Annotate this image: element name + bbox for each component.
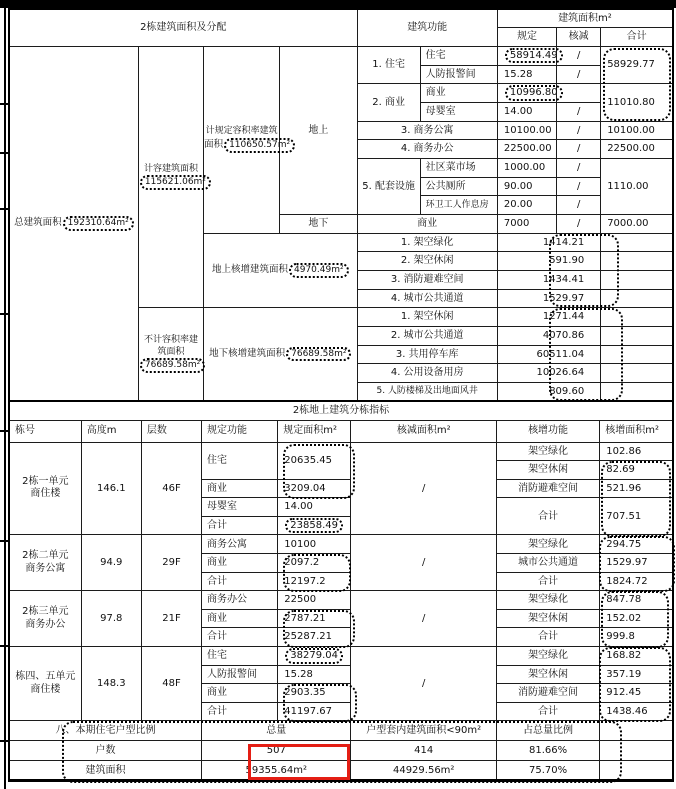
building-name: 2栋二单元 [22,550,69,562]
empty-cell [600,761,673,781]
col-header-area: 建筑面积m² [497,9,673,28]
col-header: 规定面积m² [278,420,351,442]
col-header-total: 合计 [601,28,673,47]
total-cell: 10100.00 [601,121,673,140]
countable-area-label: 计容建筑面积 [143,163,198,174]
value-cell: 2903.35 [278,684,351,703]
summary-title: 八、本期住宅户型比例 [9,721,202,741]
building-name-cell [9,442,81,535]
bonus-function-cell: 架空休闲 [496,461,599,480]
bonus-function-cell: 城市公共通道 [496,554,599,573]
value-cell: 10100 [278,535,351,554]
bonus-function-cell: 合计 [496,702,599,721]
revision-cloud: 4970.49m² [289,263,349,277]
total-cell: 7000.00 [601,214,673,233]
empty-cell [601,326,673,345]
bonus-function-cell: 4. 公用设备用房 [357,364,497,383]
bonus-value-cell: 999.8 [600,628,673,647]
value-cell: 14.00 [497,102,556,121]
total-cell: 1110.00 [601,158,673,214]
revision-cloud: 58914.49 [505,48,563,64]
reduced-cell: / [557,158,601,177]
summary-col-total: 总量 [202,721,351,741]
group-apartment: 3. 商务公寓 [357,121,497,140]
total-area-label: 总建筑面积 [14,217,62,229]
reduced-cell: / [557,121,601,140]
revision-cloud: 23858.49 [285,518,343,534]
bonus-function-cell: 4. 城市公共通道 [357,289,497,308]
table-title: 2栋建筑面积及分配 [9,9,357,46]
value-cell [278,647,351,666]
bonus-value-cell: 1271.44 [497,308,600,327]
bonus-function-cell: 架空休闲 [496,609,599,628]
bonus-value-cell: 521.96 [600,479,673,498]
value-cell: 3209.04 [278,479,351,498]
total-cell: 22500.00 [601,140,673,159]
col-header: 核减面积m² [351,420,496,442]
summary-value-cell: 81.66% [496,741,599,761]
reduced-cell: / [557,140,601,159]
bonus-value-cell: 82.69 [600,461,673,480]
bonus-value-cell: 809.60 [497,382,600,401]
col-header: 核增面积m² [600,420,673,442]
function-cell: 商业 [202,684,278,703]
function-cell: 社区菜市场 [420,158,497,177]
total-area-cell [9,46,138,401]
reduced-cell: / [557,177,601,196]
value-cell: 25287.21 [278,628,351,647]
building-type: 商住楼 [30,488,61,500]
height-cell: 97.8 [81,591,141,647]
function-cell: 商业 [202,479,278,498]
below-bonus-label: 地下核增建筑面积 [209,348,286,359]
bonus-value-cell: 847.78 [600,591,673,610]
value-cell: 22500.00 [497,140,556,159]
summary-value-cell: 44929.56m² [351,761,496,781]
empty-cell [601,252,673,271]
building-type: 商务办公 [25,618,66,630]
building-name: 2栋一单元 [22,475,69,487]
far-area-label2: 面积 [204,138,224,150]
value-cell: 22500 [278,591,351,610]
per-building-table [8,400,674,782]
bonus-function-cell: 架空绿化 [496,647,599,666]
bonus-value-cell: 912.45 [600,684,673,703]
col-header: 层数 [141,420,201,442]
summary-row-label: 户数 [9,741,202,761]
bonus-function-cell: 合计 [496,628,599,647]
function-cell: 住宅 [420,46,497,65]
bonus-function-cell: 3. 消防避难空间 [357,270,497,289]
value-cell: 20.00 [497,196,556,215]
total-cell: 11010.80 [601,84,673,121]
bonus-function-cell: 3. 共用停车库 [357,345,497,364]
reduced-cell: / [351,647,496,721]
floors-cell: 46F [141,442,201,535]
revision-cloud: 110650.57m² [224,138,295,153]
total-cell: 58929.77 [601,46,673,83]
col-header: 核增功能 [496,420,599,442]
col-header-specified: 规定 [497,28,556,47]
bonus-function-cell: 2. 架空休闲 [357,252,497,271]
floors-cell: 29F [141,535,201,591]
col-header-function: 建筑功能 [357,9,497,46]
bonus-value-cell: 1438.46 [600,702,673,721]
value-cell [497,84,556,103]
bonus-value-cell: 1529.97 [497,289,600,308]
bonus-value-cell: 168.82 [600,647,673,666]
floors-cell: 21F [141,591,201,647]
value-cell: 41197.67 [278,702,351,721]
height-cell: 148.3 [81,647,141,721]
above-bonus-label: 地上核增建筑面积 [211,264,288,276]
function-cell: 环卫工人作息房 [420,196,497,215]
revision-cloud: 38279.04 [285,648,343,664]
reduced-cell: / [351,535,496,591]
reduced-cell: / [351,442,496,535]
function-cell: 商务办公 [202,591,278,610]
reduced-cell [557,84,601,103]
value-cell: 12197.2 [278,572,351,591]
function-cell: 商业 [357,214,497,233]
sheet-left-edge [4,0,6,789]
far-area-label: 计规定容积率建筑 [205,126,278,137]
below-ground-cell: 地下 [280,214,357,233]
reduced-cell: / [557,196,601,215]
reduced-cell: / [557,65,601,84]
function-cell: 合计 [202,516,278,535]
bonus-value-cell: 10026.64 [497,364,600,383]
bonus-function-cell: 消防避难空间 [496,479,599,498]
reduced-cell: / [557,46,601,65]
uncountable-area-cell [138,308,203,401]
height-cell: 146.1 [81,442,141,535]
empty-cell [601,382,673,401]
reduced-cell: / [557,214,601,233]
revision-cloud: 76689.58m² [286,347,351,361]
group-facilities: 5. 配套设施 [357,158,420,214]
table-title: 2栋地上建筑分栋指标 [9,401,673,420]
uncountable-area-label2: 筑面积 [157,346,185,357]
household-count-cell: 507 [202,741,351,761]
above-ground-cell: 地上 [280,46,357,214]
sheet-top-edge [0,0,676,8]
bonus-function-cell: 架空绿化 [496,442,599,461]
function-cell: 母婴室 [202,498,278,517]
value-cell: 15.28 [278,665,351,684]
empty-cell [601,308,673,327]
summary-value-cell: 59355.64m² [202,761,351,781]
bonus-function-cell: 架空绿化 [496,591,599,610]
summary-value-cell: 414 [351,741,496,761]
height-cell: 94.9 [81,535,141,591]
group-residential: 1. 住宅 [357,46,420,83]
bonus-function-cell: 合计 [496,498,599,535]
countable-area-cell [138,46,206,307]
value-cell: 15.28 [497,65,556,84]
function-cell: 母婴室 [420,102,497,121]
value-cell: 1000.00 [497,158,556,177]
summary-row-label: 建筑面积 [9,761,202,781]
bonus-value-cell: 4070.86 [497,326,600,345]
function-cell: 商业 [202,609,278,628]
bonus-function-cell: 架空休闲 [496,665,599,684]
group-office: 4. 商务办公 [357,140,497,159]
bonus-value-cell: 357.19 [600,665,673,684]
value-cell: 90.00 [497,177,556,196]
far-area-cell [204,46,291,233]
value-cell: 2097.2 [278,554,351,573]
revision-cloud: 192310.64m² [63,216,134,230]
bonus-value-cell: 294.75 [600,535,673,554]
bonus-function-cell: 1. 架空休闲 [357,308,497,327]
empty-cell [601,289,673,308]
function-cell: 商业 [202,554,278,573]
empty-cell [600,721,673,741]
bonus-function-cell: 架空绿化 [496,535,599,554]
group-commercial: 2. 商业 [357,84,420,121]
value-cell: 20635.45 [278,442,351,479]
function-cell: 公共厕所 [420,177,497,196]
empty-cell [601,233,673,252]
function-cell: 住宅 [202,442,278,479]
function-cell: 住宅 [202,647,278,666]
above-bonus-cell [204,233,357,308]
revision-cloud: 115621.06m² [140,175,211,190]
building-name: 栋四、五单元 [15,671,76,683]
floors-cell: 48F [141,647,201,721]
building-type: 商务公寓 [25,562,66,574]
function-cell: 商业 [420,84,497,103]
bonus-value-cell: 1824.72 [600,572,673,591]
building-type: 商住楼 [30,683,61,695]
empty-cell [601,364,673,383]
building-name-cell [9,647,81,721]
empty-cell [600,741,673,761]
bonus-function-cell: 1. 架空绿化 [357,233,497,252]
value-cell [278,516,351,535]
col-header: 规定功能 [202,420,278,442]
bonus-value-cell: 1414.21 [497,233,600,252]
summary-col-lt90: 户型套内建筑面积<90m² [351,721,496,741]
empty-cell [601,345,673,364]
bonus-value-cell: 1434.41 [497,270,600,289]
reduced-cell: / [557,102,601,121]
below-bonus-cell [204,308,357,401]
bonus-value-cell: 591.90 [497,252,600,271]
revision-cloud: 10996.80 [505,85,563,101]
value-cell: 10100.00 [497,121,556,140]
bonus-function-cell: 2. 城市公共通道 [357,326,497,345]
bonus-value-cell: 102.86 [600,442,673,461]
uncountable-area-label: 不计容积率建 [143,335,198,346]
function-cell: 人防报警间 [202,665,278,684]
area-allocation-table [8,8,674,402]
revision-cloud: 76689.58m² [140,358,205,373]
col-header: 高度m [81,420,141,442]
bonus-function-cell: 合计 [496,572,599,591]
empty-cell [601,270,673,289]
value-cell: 7000 [497,214,556,233]
bonus-value-cell: 1529.97 [600,554,673,573]
building-name: 2栋三单元 [22,606,69,618]
reduced-cell: / [351,591,496,647]
bonus-function-cell: 5. 人防楼梯及出地面风井 [357,382,497,401]
bonus-function-cell: 消防避难空间 [496,684,599,703]
value-cell: 14.00 [278,498,351,517]
value-cell [497,46,556,65]
summary-col-ratio: 占总量比例 [496,721,599,741]
function-cell: 人防报警间 [420,65,497,84]
bonus-value-cell: 60511.04 [497,345,600,364]
function-cell: 合计 [202,572,278,591]
building-name-cell [9,591,81,647]
building-name-cell [9,535,81,591]
function-cell: 合计 [202,702,278,721]
bonus-value-cell: 707.51 [600,498,673,535]
function-cell: 商务公寓 [202,535,278,554]
function-cell: 合计 [202,628,278,647]
summary-value-cell: 75.70% [496,761,599,781]
col-header-reduced: 核减 [557,28,601,47]
bonus-value-cell: 152.02 [600,609,673,628]
col-header: 栋号 [9,420,81,442]
value-cell: 2787.21 [278,609,351,628]
